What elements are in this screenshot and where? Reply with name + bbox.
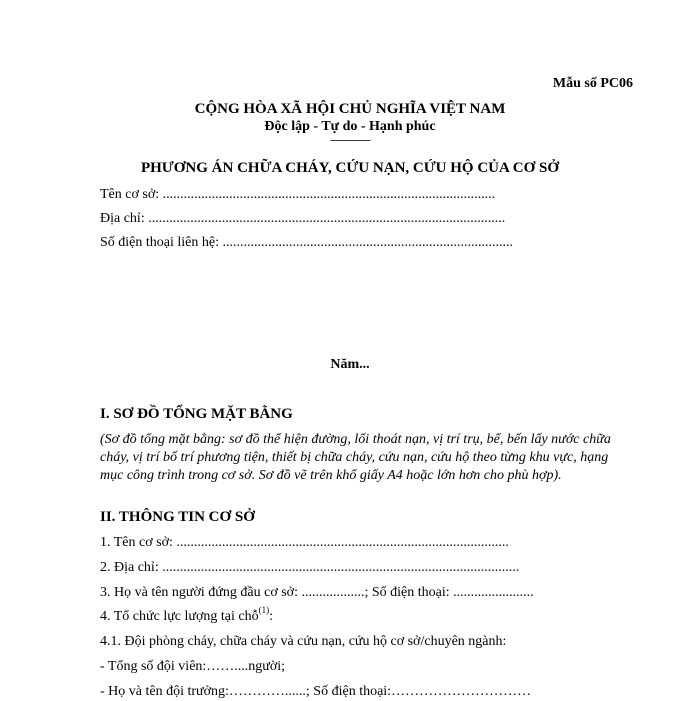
motto-divider: --------------- <box>330 134 370 146</box>
section2-heading: II. THÔNG TIN CƠ SỞ <box>100 509 255 525</box>
team-leader-field: - Họ và tên đội trưởng:…………......; Số điện thoại:………………………… <box>100 684 532 699</box>
form-code: Mẫu số PC06 <box>552 76 633 91</box>
year-label: Năm... <box>330 357 370 372</box>
section2-item-onsite-force <box>100 605 273 626</box>
section1-heading: I. SƠ ĐỒ TỔNG MẶT BẰNG <box>100 406 293 422</box>
section2-item-name: 1. Tên cơ sở: ............................................................................................... <box>100 535 509 550</box>
motto: Độc lập - Tự do - Hạnh phúc <box>264 119 436 134</box>
section2-item-team: 4.1. Đội phòng cháy, chữa cháy và cứu nạn, cứu hộ cơ sở/chuyên ngành: <box>100 634 507 649</box>
onsite-force-colon: : <box>269 609 273 624</box>
onsite-force-label: 4. Tổ chức lực lượng tại chỗ <box>100 609 259 624</box>
cover-phone-field: Số điện thoại liên hệ: ................................................................................... <box>100 235 513 250</box>
country-name: CỘNG HÒA XÃ HỘI CHỦ NGHĨA VIỆT NAM <box>194 101 506 117</box>
cover-name-field: Tên cơ sở: ............................................................................................... <box>100 187 496 202</box>
cover-address-field: Địa chỉ: ...................................................................................................... <box>100 211 506 226</box>
team-members-count: - Tổng số đội viên:……....người; <box>100 659 286 674</box>
section1-note: (Sơ đồ tổng mặt bằng: sơ đồ thể hiện đường, lối thoát nạn, vị trí trụ, bể, bến lấy nước chữa cháy, vị trí bố trí phương tiện, thiết bị chữa cháy, cứu nạn, cứu hộ theo từng khu vực, hạng mục công trình trong cơ sở. Sơ đồ vẽ trên khổ giấy A4 hoặc lớn hơn cho phù hợp). <box>100 432 611 483</box>
footnote-marker: (1) <box>258 605 270 616</box>
section2-item-address: 2. Địa chỉ: ...................................................................................................... <box>100 560 520 575</box>
section2-item-head: 3. Họ và tên người đứng đầu cơ sở: ..................; Số điện thoại: ....................... <box>100 585 534 600</box>
document-title: PHƯƠNG ÁN CHỮA CHÁY, CỨU NẠN, CỨU HỘ CỦA CƠ SỞ <box>140 160 560 176</box>
